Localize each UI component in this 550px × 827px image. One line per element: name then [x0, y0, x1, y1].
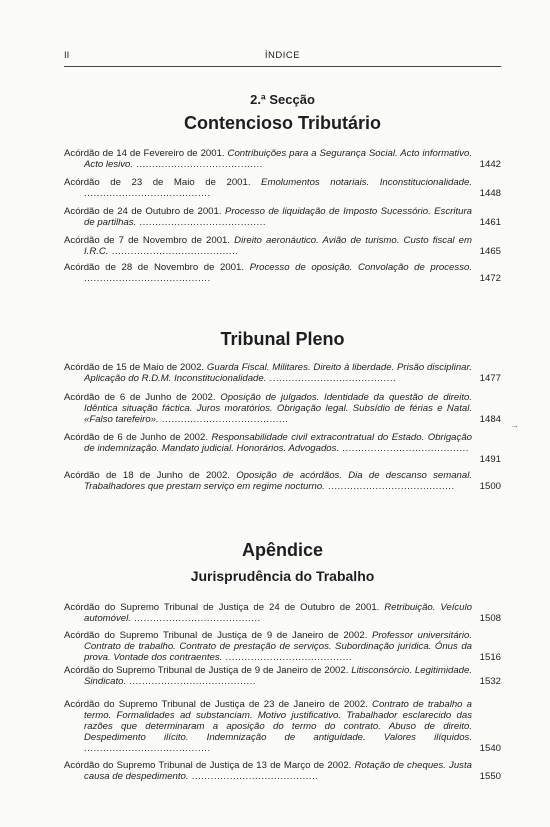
- entry-text: [64, 470, 472, 492]
- entry-subject: Oposição de acórdãos. Dia de descanso semanal. Trabalhadores que prestam serviço em regime nocturno.: [84, 470, 472, 492]
- entry-subject: Emolumentos notariais. Inconstitucionalidade.: [261, 177, 472, 188]
- section-subtitle: 2.ª Secção: [250, 92, 315, 107]
- index-entry: [64, 206, 501, 228]
- dot-leader: ........................................: [188, 771, 319, 782]
- section-subtitle: Jurisprudência do Trabalho: [190, 568, 375, 584]
- index-entry: [64, 760, 501, 782]
- entry-text: [64, 148, 472, 170]
- page-reference: 1461: [479, 217, 501, 228]
- entry-text: [64, 206, 472, 228]
- entry-subject: Oposição de julgados. Identidade da questão de direito. Idêntica situação fáctica. Juros moratórios. Obrigação legal. Subsídio de férias e Natal. «Falso tarefeiro».: [84, 392, 472, 425]
- page-reference: 1448: [479, 188, 501, 199]
- dot-leader: ........................................: [324, 481, 455, 492]
- page-reference: 1442: [479, 159, 501, 170]
- page-number: II: [64, 50, 70, 61]
- dot-leader: ........................................: [84, 273, 211, 284]
- page-reference: 1550: [479, 771, 501, 782]
- page-header: [64, 50, 501, 67]
- entry-text: [64, 665, 472, 687]
- entry-text: [64, 392, 472, 425]
- dot-leader: ........................................: [84, 743, 211, 754]
- entry-citation: Acórdão de 28 de Novembro de 2001.: [64, 262, 250, 273]
- entry-citation: Acórdão de 18 de Junho de 2002.: [64, 470, 237, 481]
- index-entry: [64, 630, 501, 663]
- entry-subject: Direito aeronáutico. Avião de turismo. Custo fiscal em I.R.C.: [84, 235, 472, 257]
- page-reference: 1532: [479, 676, 501, 687]
- entry-subject: Litisconsórcio. Legitimidade. Sindicato.: [84, 665, 472, 687]
- entry-subject: Processo de oposição. Convolação de processo.: [249, 262, 472, 273]
- index-entry: [64, 432, 501, 465]
- dot-leader: ........................................: [126, 676, 256, 687]
- entry-subject: Rotação de cheques. Justa causa de despedimento.: [84, 760, 472, 782]
- entry-citation: Acórdão do Supremo Tribunal de Justiça de 9 de Janeiro de 2002.: [64, 665, 352, 676]
- entry-citation: Acórdão de 6 de Junho de 2002.: [64, 392, 221, 403]
- index-entry: [64, 177, 501, 199]
- dot-leader: ........................................: [136, 217, 267, 228]
- dot-leader: ........................................: [158, 414, 289, 425]
- entry-citation: Acórdão de 23 de Maio de 2001.: [64, 177, 262, 188]
- entry-subject: Professor universitário. Contrato de trabalho. Contrato de prestação de serviços. Subordinação jurídica. Ónus da prova. Vontade dos contraentes.: [84, 630, 472, 663]
- dot-leader: ........................................: [133, 159, 263, 170]
- entry-subject: Responsabilidade civil extracontratual do Estado. Obrigação de indemnização. Mandato judicial. Honorários. Advogados.: [84, 432, 472, 454]
- entry-text: [64, 177, 472, 199]
- section-title: Apêndice: [241, 540, 324, 560]
- entry-text: [64, 699, 472, 754]
- page-reference: 1472: [479, 273, 501, 284]
- dot-leader: ........................................: [108, 246, 239, 257]
- index-entry: [64, 665, 501, 687]
- index-entry: [64, 392, 501, 425]
- entry-subject: Processo de liquidação de Imposto Sucessório. Escritura de partilhas.: [84, 206, 472, 228]
- entry-text: [64, 262, 472, 284]
- entry-citation: Acórdão de 6 de Junho de 2002.: [64, 432, 212, 443]
- entry-subject: Guarda Fiscal. Militares. Direito à liberdade. Prisão disciplinar. Aplicação do R.D.M. Inconstitucionalidade.: [84, 362, 472, 384]
- index-entry: [64, 470, 501, 492]
- entry-text: [64, 760, 472, 782]
- page-reference: 1465: [479, 246, 501, 257]
- page-reference: 1491: [479, 454, 501, 465]
- dot-leader: ........................................: [130, 613, 261, 624]
- entry-subject: Contribuições para a Segurança Social. Acto informativo. Acto lesivo.: [84, 148, 472, 170]
- entry-citation: Acórdão de 15 de Maio de 2002.: [64, 362, 207, 373]
- section-title: Contencioso Tributário: [183, 113, 381, 133]
- dot-leader: ........................................: [84, 188, 211, 199]
- page-reference: 1500: [479, 481, 501, 492]
- entry-citation: Acórdão de 24 de Outubro de 2001.: [64, 206, 225, 217]
- page-reference: 1516: [479, 652, 501, 663]
- entry-citation: Acórdão de 7 de Novembro de 2001.: [64, 235, 235, 246]
- index-entry: [64, 362, 501, 384]
- entry-citation: Acórdão de 14 de Fevereiro de 2001.: [64, 148, 228, 159]
- entry-text: [64, 630, 472, 663]
- page-reference: 1477: [479, 373, 501, 384]
- header-title: ÍNDICE: [264, 50, 301, 61]
- entry-citation: Acórdão do Supremo Tribunal de Justiça de 13 de Março de 2002.: [64, 760, 355, 771]
- margin-arrow-mark: →: [510, 420, 519, 430]
- index-entry: [64, 235, 501, 257]
- entry-citation: Acórdão do Supremo Tribunal de Justiça de 9 de Janeiro de 2002.: [64, 630, 372, 641]
- page-reference: 1508: [479, 613, 501, 624]
- page-reference: 1484: [479, 414, 501, 425]
- entry-subject: Retribuição. Veículo automóvel.: [84, 602, 472, 624]
- index-entry: [64, 699, 501, 754]
- entry-citation: Acórdão do Supremo Tribunal de Justiça de 23 de Janeiro de 2002.: [64, 699, 373, 710]
- index-entry: [64, 602, 501, 624]
- entry-subject: Contrato de trabalho a termo. Formalidades ad substanciam. Motivo justificativo. Trabalhador esclarecido das razões que determinaram a aposição do termo do contrato. Abuso de direito. Despedimento ilícito. Indemnização de antiguidade. Valores ilíquidos.: [84, 699, 472, 743]
- index-entry: [64, 148, 501, 170]
- entry-text: [64, 362, 472, 384]
- entry-citation: Acórdão do Supremo Tribunal de Justiça de 24 de Outubro de 2001.: [64, 602, 385, 613]
- index-entry: [64, 262, 501, 284]
- dot-leader: ........................................: [222, 652, 353, 663]
- entry-text: [64, 602, 472, 624]
- dot-leader: ........................................: [266, 373, 397, 384]
- entry-text: [64, 235, 472, 257]
- page-reference: 1540: [479, 743, 501, 754]
- section-title: Tribunal Pleno: [220, 329, 345, 349]
- entry-text: [64, 432, 472, 465]
- dot-leader: ........................................: [339, 443, 469, 454]
